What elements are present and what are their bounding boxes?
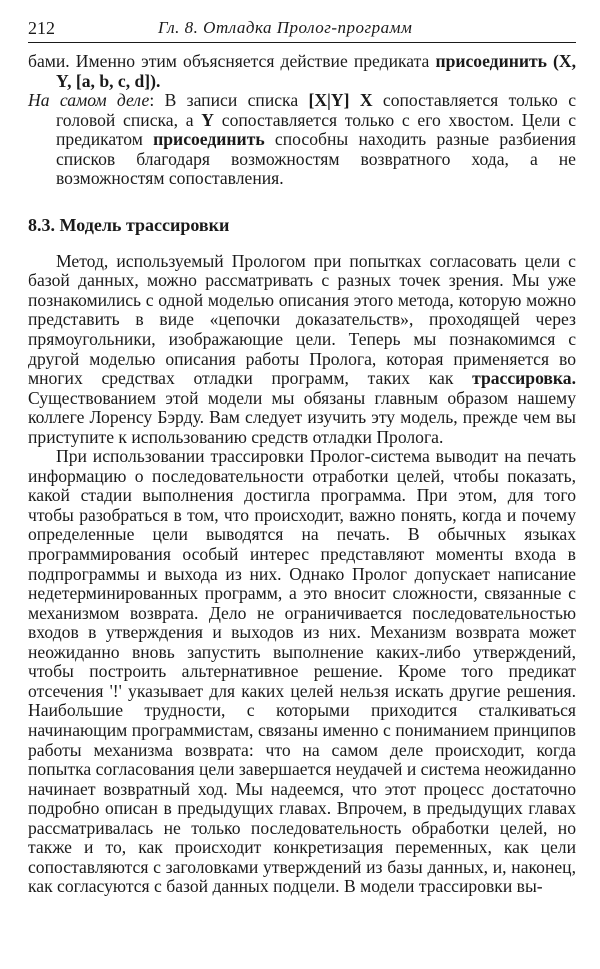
page-body (28, 52, 576, 897)
header-rule (28, 42, 576, 43)
book-page (28, 14, 576, 897)
running-title: Гл. 8. Отладка Пролог-программ (158, 18, 413, 37)
p1-lead: На самом деле (28, 90, 150, 111)
p1-text4: сопоставляется только с его хвостом. Цели с предикатом (56, 109, 577, 150)
paragraph-note (28, 91, 576, 189)
p2-bold1: трассировка. (472, 368, 576, 389)
p1-text2: : В записи списка (149, 90, 309, 111)
p1-bold2: [X|Y] X (308, 90, 373, 111)
p2-text2: Существованием этой модели мы обязаны главным образом нашему коллеге Лоренсу Бэрду. Вам следует изучить эту модель, прежде чем вы приступите к использованию средств отладки Пролога. (28, 387, 576, 447)
page-header (28, 14, 576, 40)
p1-bold4: присоединить (153, 129, 265, 150)
p1-bold1: присоединить (X, Y, [a, b, c, d]). (56, 51, 576, 91)
p1-bold3: Y (201, 109, 215, 130)
p1-text3: сопоставляется только с головой списка, а (56, 90, 577, 130)
p1-text1: бами. Именно этим объясняется действие предиката (28, 51, 436, 71)
section-heading: 8.3. Модель трассировки (28, 214, 230, 235)
paragraph-intro (28, 252, 576, 447)
page-number: 212 (28, 18, 55, 38)
p2-text1: Метод, используемый Прологом при попытках согласовать цели с базой данных, можно рассматривать с разных точек зрения. Мы уже познакомились с одной моделью описания этого метода, которую можно представить в виде «цепочки доказательств», проходящей через прямоугольники, изображающие цели. Теперь мы познакомимся с другой моделью описания работы Пролога, которая применяется во многих средствах отладки программ, таких как (28, 250, 576, 389)
paragraph-tracing: При использовании трассировки Пролог-система выводит на печать информацию о последовательности отработки целей, чтобы показать, какой стадии выполнения достигла программа. При этом, для того чтобы разобраться в том, что происходит, важно понять, когда и почему определенные цели выводятся на печать. В обычных языках программирования особый интерес представляют моменты входа в подпрограммы и выхода из них. Однако Пролог допускает написание недетерминированных программ, а это вносит сложности, связанные с механизмом возврата. Дело не ограничивается последовательностью входов в утверждения и выходов из них. Механизм возврата может неожиданно вновь запустить выполнение каких-либо утверждений, чтобы построить альтернативное решение. Кроме того предикат отсечения '!' указывает для каких целей нельзя искать другие решения. Наибольшие трудности, с которыми приходится сталкиваться начинающим программистам, связаны именно с пониманием принципов работы механизма возврата: что на самом деле происходит, когда попытка согласования цели завершается неудачей и система неожиданно начинает возвратный ход. Мы надеемся, что этот процесс достаточно подробно описан в предыдущих главах. Впрочем, в предыдущих главах рассматривалась не только последовательность обработки целей, но также и то, как происходит конкретизация переменных, как цели сопоставляются с заголовками утверждений из базы данных, и, наконец, как согласуются с базой данных подцели. В модели трассировки вы- (28, 446, 576, 897)
p1-text5: способны находить разные разбиения списков благодаря возможностям возвратного хода, а не возможностям сопоставления. (56, 129, 577, 189)
paragraph-continuation (28, 52, 576, 91)
